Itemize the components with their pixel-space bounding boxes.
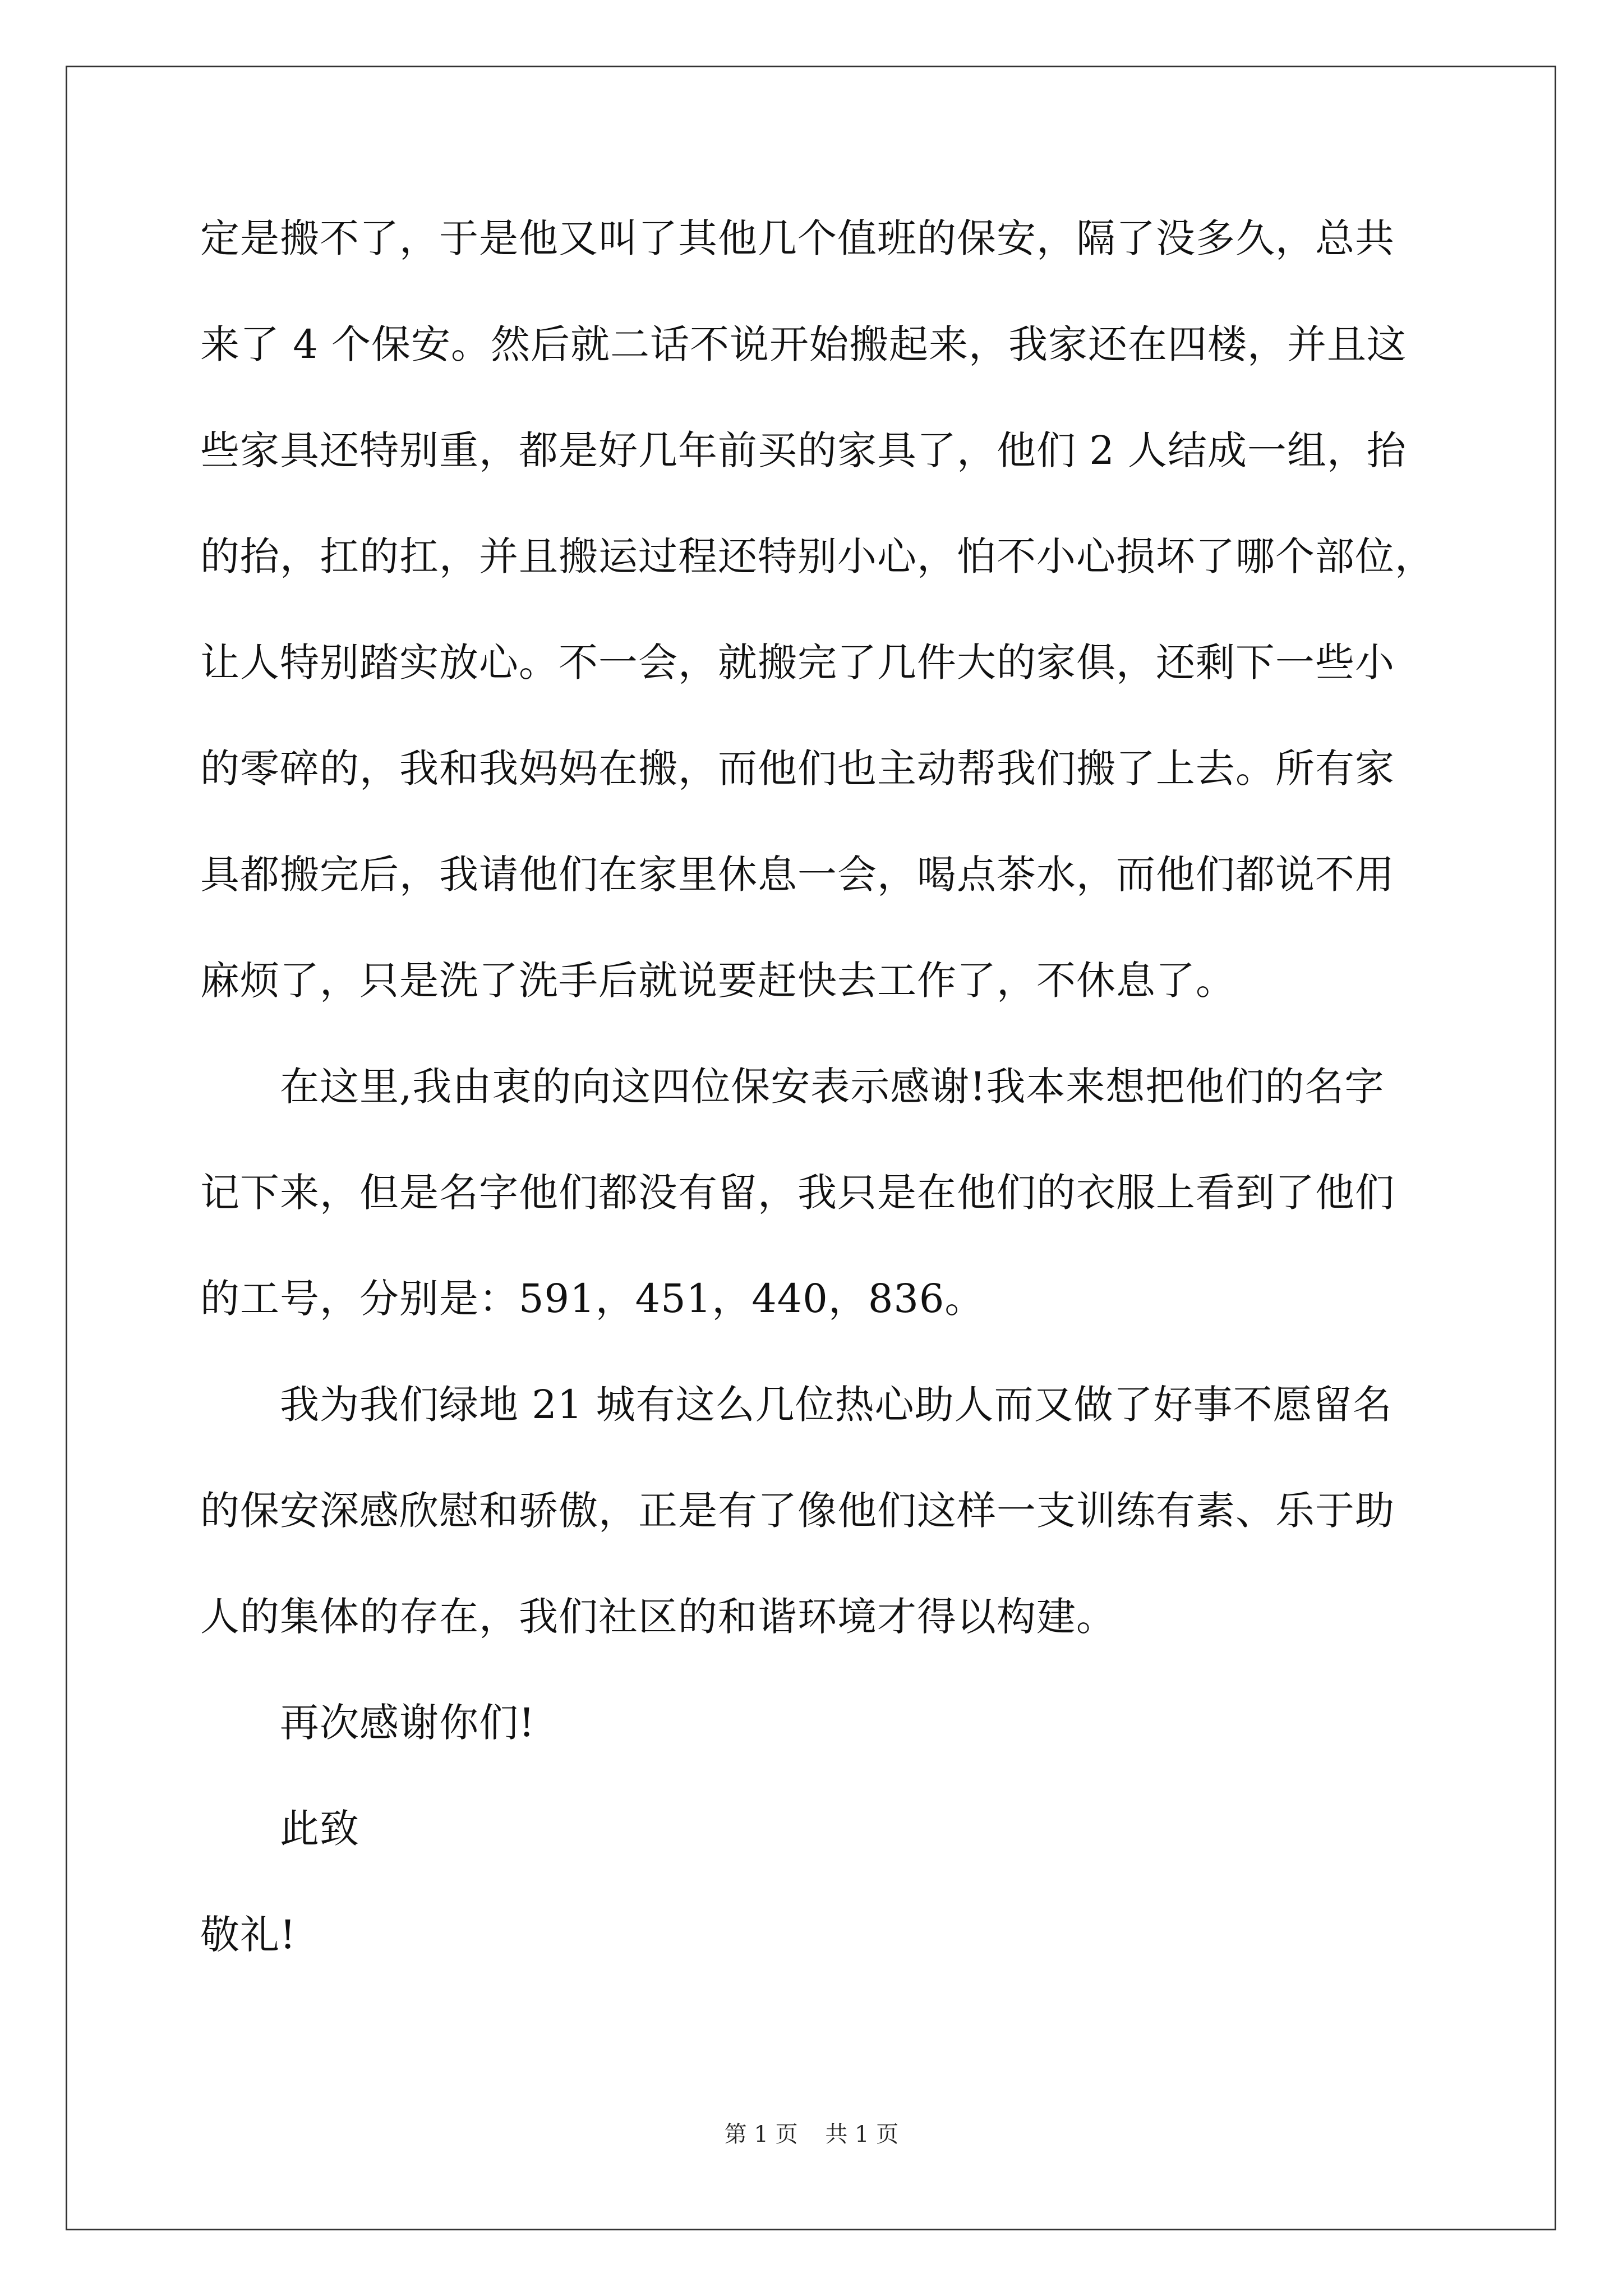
body-line: 人的集体的存在，我们社区的和谐环境才得以构建。 [200, 1594, 1116, 1640]
body-line: 些家具还特别重，都是好几年前买的家具了，他们 2 人结成一组，抬 [200, 427, 1407, 473]
body-line: 让人特别踏实放心。不一会，就搬完了几件大的家俱，还剩下一些小 [200, 639, 1395, 685]
body-line: 麻烦了，只是洗了洗手后就说要赶快去工作了，不休息了。 [200, 958, 1235, 1004]
paragraph-start-line: 我为我们绿地 21 城有这么几位热心助人而又做了好事不愿留名 [280, 1382, 1393, 1428]
closing-regards: 敬礼! [200, 1912, 297, 1958]
body-line: 的工号，分别是：591，451，440，836。 [200, 1276, 985, 1322]
page-total: 共 1 页 [825, 2122, 899, 2147]
body-line: 定是搬不了，于是他又叫了其他几个值班的保安，隔了没多久，总共 [200, 215, 1395, 261]
body-line: 的抬，扛的扛，并且搬运过程还特别小心，怕不小心损坏了哪个部位， [200, 533, 1435, 579]
body-line: 具都搬完后，我请他们在家里休息一会，喝点茶水，而他们都说不用 [200, 852, 1395, 898]
body-line: 来了 4 个保安。然后就二话不说开始搬起来，我家还在四楼，并且这 [200, 321, 1407, 367]
closing-salutation: 此致 [280, 1806, 359, 1852]
page-footer [0, 2122, 1623, 2147]
closing-thanks: 再次感谢你们! [280, 1700, 536, 1746]
body-line: 记下来，但是名字他们都没有留，我只是在他们的衣服上看到了他们 [200, 1170, 1395, 1216]
body-line: 的保安深感欣慰和骄傲，正是有了像他们这样一支训练有素、乐于助 [200, 1488, 1395, 1534]
page-number: 第 1 页 [724, 2122, 798, 2147]
body-line: 的零碎的，我和我妈妈在搬，而他们也主动帮我们搬了上去。所有家 [200, 746, 1395, 792]
paragraph-start-line: 在这里,我由衷的向这四位保安表示感谢!我本来想把他们的名字 [280, 1064, 1385, 1110]
document-body [200, 215, 1435, 2021]
